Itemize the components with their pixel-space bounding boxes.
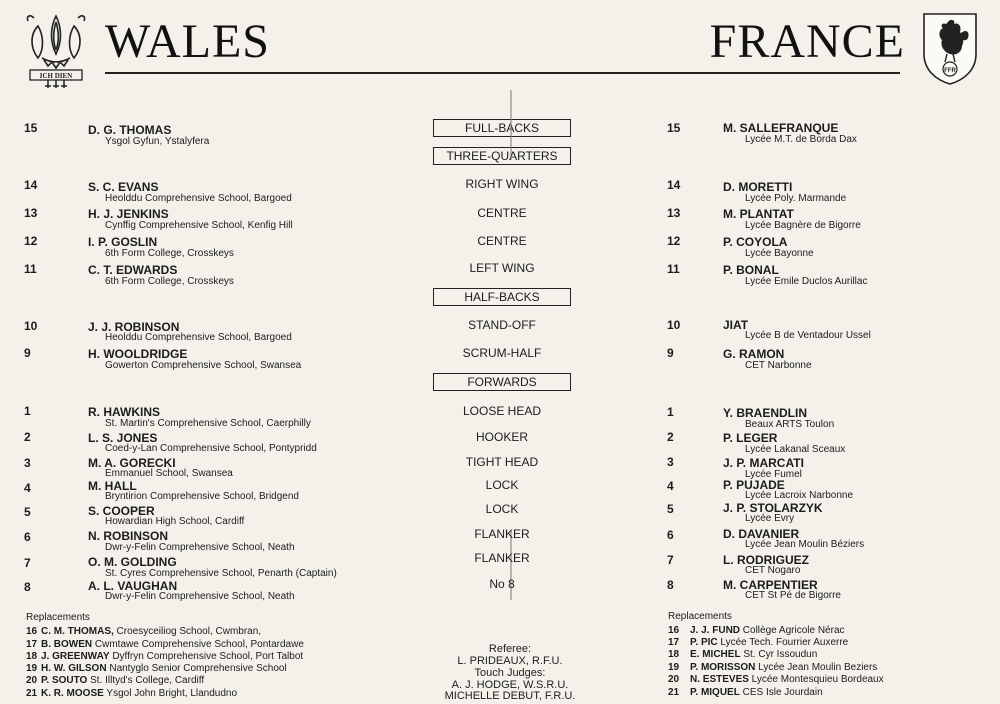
- replacement-name: N. ESTEVES: [690, 674, 749, 685]
- crest-motto: ICH DIEN: [39, 72, 73, 80]
- position-label: SCRUM-HALF: [462, 346, 542, 360]
- position-label: FLANKER: [474, 551, 530, 565]
- france-player-name: M. SALLEFRANQUE: [723, 121, 839, 135]
- wales-number: 7: [24, 556, 31, 570]
- section-half-backs: HALF-BACKS: [433, 288, 571, 306]
- wales-replacement-line: [41, 651, 303, 662]
- wales-replacement-line: [41, 639, 304, 650]
- replacement-name: E. MICHEL: [690, 649, 741, 660]
- france-player-school: Lycée Poly. Marmande: [745, 193, 847, 204]
- wales-player-school: Cynffig Comprehensive School, Kenfig Hill: [105, 220, 293, 231]
- wales-number: 1: [24, 404, 31, 418]
- france-player-name: L. RODRIGUEZ: [723, 553, 809, 567]
- position-label: LOOSE HEAD: [462, 404, 542, 418]
- france-replacement-line: [690, 687, 823, 698]
- wales-player-school: Coed-y-Lan Comprehensive School, Pontypridd: [105, 443, 317, 454]
- france-number: 13: [667, 206, 681, 220]
- header-rule: [105, 72, 900, 74]
- section-three-quarters: THREE-QUARTERS: [433, 147, 571, 165]
- wales-number: 14: [24, 178, 38, 192]
- position-label: HOOKER: [475, 430, 528, 444]
- referee-label: Referee:: [488, 643, 532, 655]
- position-label: FLANKER: [474, 527, 530, 541]
- touch-judge-2: MICHELLE DEBUT, F.R.U.: [444, 690, 576, 702]
- france-replacement-line: [690, 649, 817, 660]
- france-player-name: M. PLANTAT: [723, 207, 794, 221]
- fold-line: [509, 90, 513, 600]
- wales-player-school: Ysgol Gyfun, Ystalyfera: [105, 136, 210, 147]
- france-player-school: Lycée Jean Moulin Béziers: [745, 539, 865, 550]
- position-label: STAND-OFF: [468, 318, 536, 332]
- replacement-name: P. MORISSON: [690, 662, 756, 673]
- france-number: 7: [667, 553, 674, 567]
- wales-number: 6: [24, 530, 31, 544]
- replacement-school: Ysgol John Bright, Llandudno: [103, 688, 238, 699]
- replacement-name: B. BOWEN: [41, 639, 93, 650]
- wales-replacement-number: 16: [26, 626, 38, 637]
- france-replacements-heading: Replacements: [668, 611, 732, 622]
- france-player-name: J. P. STOLARZYK: [723, 501, 823, 515]
- wales-player-name: R. HAWKINS: [88, 405, 160, 419]
- replacement-school: Croesyceiliog School, Cwmbran,: [113, 626, 262, 637]
- france-player-name: JIAT: [723, 318, 749, 332]
- replacement-school: CES Isle Jourdain: [739, 687, 823, 698]
- replacement-name: J. GREENWAY: [41, 651, 110, 662]
- france-player-school: Lycée B de Ventadour Ussel: [745, 330, 871, 341]
- position-label: CENTRE: [477, 206, 527, 220]
- wales-replacement-line: [41, 626, 261, 637]
- wales-player-school: Emmanuel School, Swansea: [105, 468, 233, 479]
- france-player-school: Lycée Bayonne: [745, 248, 814, 259]
- position-label: CENTRE: [477, 234, 527, 248]
- france-number: 5: [667, 502, 674, 516]
- wales-replacement-number: 21: [26, 688, 38, 699]
- wales-player-name: H. J. JENKINS: [88, 207, 169, 221]
- wales-number: 2: [24, 430, 31, 444]
- france-title: FRANCE: [709, 15, 905, 68]
- france-number: 9: [667, 346, 674, 360]
- wales-player-name: M. A. GORECKI: [88, 456, 176, 470]
- wales-title: WALES: [105, 15, 270, 68]
- replacement-school: Lycée Jean Moulin Beziers: [755, 662, 878, 673]
- france-player-school: Lycée Fumel: [745, 469, 802, 480]
- wales-number: 15: [24, 121, 38, 135]
- wales-player-name: I. P. GOSLIN: [88, 235, 158, 249]
- wales-player-name: A. L. VAUGHAN: [88, 579, 178, 593]
- france-replacement-number: 17: [668, 637, 680, 648]
- replacement-school: St. Illtyd's College, Cardiff: [87, 675, 205, 686]
- wales-player-school: Bryntirion Comprehensive School, Bridgend: [105, 491, 299, 502]
- replacement-school: Dyffryn Comprehensive School, Port Talbot: [109, 651, 304, 662]
- france-player-school: CET Nogaro: [745, 565, 801, 576]
- france-number: 3: [667, 455, 674, 469]
- france-player-name: P. COYOLA: [723, 235, 788, 249]
- france-player-school: CET Narbonne: [745, 360, 812, 371]
- france-player-name: J. P. MARCATI: [723, 456, 804, 470]
- france-player-school: Lycée Lakanal Sceaux: [745, 444, 846, 455]
- touch-judge-1: A. J. HODGE, W.S.R.U.: [451, 679, 569, 691]
- wales-player-school: Dwr-y-Felin Comprehensive School, Neath: [105, 542, 295, 553]
- france-replacement-number: 19: [668, 662, 680, 673]
- france-number: 6: [667, 528, 674, 542]
- replacement-school: Nantyglo Senior Comprehensive School: [106, 663, 287, 674]
- replacement-name: J. J. FUND: [690, 625, 741, 636]
- wales-player-school: Gowerton Comprehensive School, Swansea: [105, 360, 302, 371]
- wales-number: 3: [24, 456, 31, 470]
- france-number: 15: [667, 121, 681, 135]
- replacement-name: P. MIQUEL: [690, 687, 740, 698]
- position-label: LOCK: [485, 502, 519, 516]
- wales-replacement-line: [41, 663, 287, 674]
- wales-replacement-line: [41, 688, 237, 699]
- france-player-name: P. BONAL: [723, 263, 779, 277]
- france-replacement-number: 16: [668, 625, 680, 636]
- position-label: LEFT WING: [469, 261, 535, 275]
- wales-player-name: L. S. JONES: [88, 431, 158, 445]
- position-label: TIGHT HEAD: [465, 455, 539, 469]
- france-player-school: Lycée Evry: [745, 513, 795, 524]
- wales-number: 4: [24, 481, 31, 495]
- position-label: RIGHT WING: [465, 177, 539, 191]
- france-replacement-line: [690, 662, 877, 673]
- wales-number: 9: [24, 346, 31, 360]
- wales-player-school: Heolddu Comprehensive School, Bargoed: [105, 193, 292, 204]
- wales-player-school: Heolddu Comprehensive School, Bargoed: [105, 332, 292, 343]
- france-replacement-number: 20: [668, 674, 680, 685]
- wales-number: 12: [24, 234, 38, 248]
- wales-number: 10: [24, 319, 38, 333]
- replacement-name: H. W. GILSON: [41, 663, 107, 674]
- referee-name: L. PRIDEAUX, R.F.U.: [457, 655, 563, 667]
- crest-badge-text: FFR: [944, 68, 956, 74]
- wales-replacements-heading: Replacements: [26, 612, 90, 623]
- france-player-name: P. LEGER: [723, 431, 778, 445]
- france-number: 2: [667, 430, 674, 444]
- replacement-school: Collège Agricole Nérac: [740, 625, 845, 636]
- replacement-school: St. Cyr Issoudun: [740, 649, 818, 660]
- wales-player-name: J. J. ROBINSON: [88, 320, 180, 334]
- wales-replacement-number: 20: [26, 675, 38, 686]
- wales-player-school: Dwr-y-Felin Comprehensive School, Neath: [105, 591, 295, 602]
- france-number: 11: [667, 262, 680, 276]
- france-player-school: Lycée Emile Duclos Aurillac: [745, 276, 868, 287]
- replacement-school: Lycée Tech. Fourrier Auxerre: [717, 637, 849, 648]
- replacement-name: P. SOUTO: [41, 675, 88, 686]
- wales-replacement-number: 18: [26, 651, 38, 662]
- wales-replacement-number: 17: [26, 639, 38, 650]
- wales-player-name: D. G. THOMAS: [88, 123, 172, 137]
- france-number: 4: [667, 479, 674, 493]
- wales-player-name: H. WOOLDRIDGE: [88, 347, 188, 361]
- france-player-school: Lycée M.T. de Borda Dax: [745, 134, 857, 145]
- prince-of-wales-feathers-icon: [20, 8, 92, 90]
- position-label: No 8: [489, 577, 515, 591]
- france-replacement-number: 21: [668, 687, 680, 698]
- france-player-name: D. DAVANIER: [723, 527, 800, 541]
- wales-player-name: S. COOPER: [88, 504, 155, 518]
- wales-player-school: St. Cyres Comprehensive School, Penarth (Captain): [105, 568, 337, 579]
- france-number: 10: [667, 318, 681, 332]
- wales-player-school: Howardian High School, Cardiff: [105, 516, 245, 527]
- wales-replacement-number: 19: [26, 663, 38, 674]
- france-player-name: Y. BRAENDLIN: [723, 406, 808, 420]
- france-player-school: Beaux ARTS Toulon: [745, 419, 835, 430]
- wales-player-name: N. ROBINSON: [88, 529, 169, 543]
- wales-player-school: 6th Form College, Crosskeys: [105, 248, 234, 259]
- france-replacement-line: [690, 674, 884, 685]
- wales-player-name: C. T. EDWARDS: [88, 263, 178, 277]
- ffr-cockerel-shield-icon: [920, 10, 980, 86]
- france-player-name: D. MORETTI: [723, 180, 793, 194]
- france-player-name: M. CARPENTIER: [723, 578, 818, 592]
- wales-player-school: 6th Form College, Crosskeys: [105, 276, 234, 287]
- replacement-name: K. R. MOOSE: [41, 688, 104, 699]
- france-replacement-number: 18: [668, 649, 680, 660]
- france-player-school: Lycée Lacroix Narbonne: [745, 490, 854, 501]
- position-label: LOCK: [485, 478, 519, 492]
- section-forwards: FORWARDS: [433, 373, 571, 391]
- france-number: 12: [667, 234, 681, 248]
- wales-replacement-line: [41, 675, 204, 686]
- france-player-name: G. RAMON: [723, 347, 785, 361]
- france-replacement-line: [690, 637, 848, 648]
- section-full-backs: FULL-BACKS: [433, 119, 571, 137]
- replacement-school: Lycée Montesquieu Bordeaux: [748, 674, 884, 685]
- replacement-school: Cwmtawe Comprehensive School, Pontardawe: [92, 639, 304, 650]
- wales-number: 13: [24, 206, 38, 220]
- france-player-school: CET St Pé de Bigorre: [745, 590, 841, 601]
- france-player-name: P. PUJADE: [723, 478, 785, 492]
- wales-player-name: M. HALL: [88, 479, 137, 493]
- wales-player-name: S. C. EVANS: [88, 180, 159, 194]
- replacement-name: P. PIC: [690, 637, 718, 648]
- france-number: 14: [667, 178, 681, 192]
- france-number: 1: [667, 405, 674, 419]
- wales-number: 5: [24, 505, 31, 519]
- wales-number: 8: [24, 580, 31, 594]
- france-number: 8: [667, 578, 674, 592]
- replacement-name: C. M. THOMAS,: [41, 626, 114, 637]
- wales-player-school: St. Martin's Comprehensive School, Caerphilly: [105, 418, 311, 429]
- france-player-school: Lycée Bagnère de Bigorre: [745, 220, 861, 231]
- france-replacement-line: [690, 625, 845, 636]
- wales-player-name: O. M. GOLDING: [88, 555, 177, 569]
- wales-number: 11: [24, 262, 37, 276]
- touch-judges-label: Touch Judges:: [474, 667, 546, 679]
